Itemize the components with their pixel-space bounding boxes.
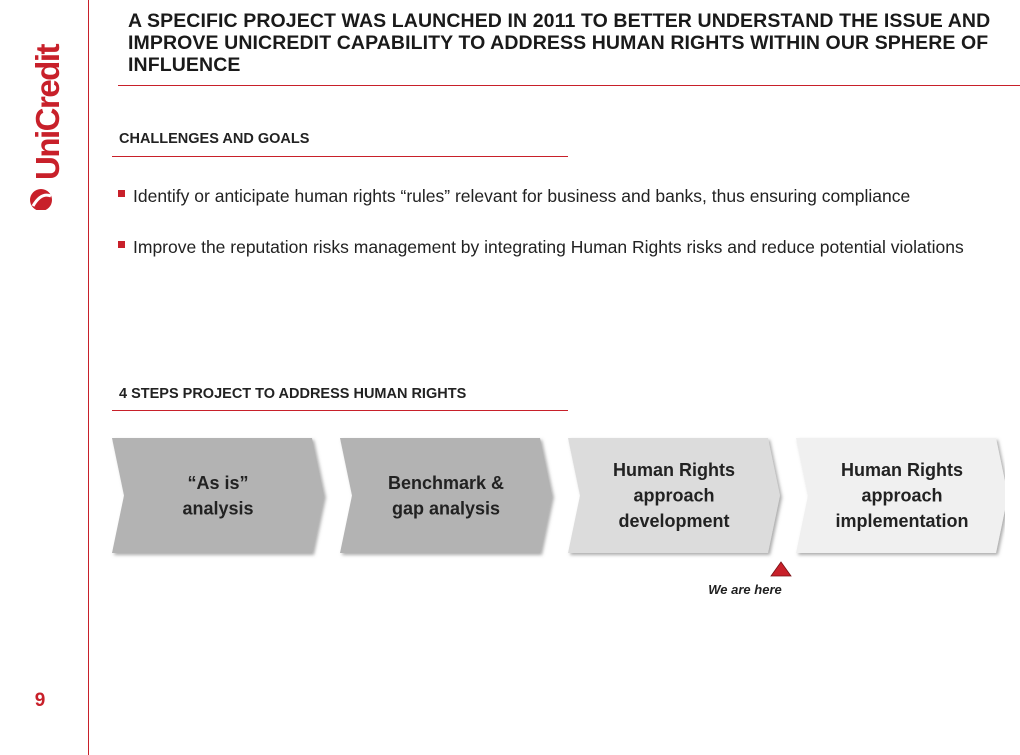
step-chevron <box>568 438 780 553</box>
list-item <box>118 234 988 260</box>
step-label: implementation <box>835 511 969 531</box>
bullet-text: Identify or anticipate human rights “rules” relevant for business and banks, thus ensuring compliance <box>133 186 911 206</box>
steps-divider <box>112 410 568 411</box>
step-label: “As is” <box>187 472 249 493</box>
step-label: gap analysis <box>391 498 501 519</box>
step-chevron <box>112 438 324 553</box>
step-chevron <box>340 438 552 553</box>
page-title: A SPECIFIC PROJECT WAS LAUNCHED IN 2011 TO BETTER UNDERSTAND THE ISSUE AND IMPROVE UNICREDIT CAPABILITY TO ADDRESS HUMAN RIGHTS WITHIN OUR SPHERE OF INFLUENCE <box>128 10 991 76</box>
title-divider <box>118 85 1020 86</box>
current-step-note: We are here <box>708 582 782 597</box>
step-label: Benchmark & <box>387 472 505 493</box>
bullet-square-icon <box>118 190 125 197</box>
sidebar-divider <box>88 0 89 755</box>
challenges-heading: CHALLENGES AND GOALS <box>119 131 310 147</box>
step-label: development <box>618 511 730 531</box>
step-chevron <box>796 438 1005 553</box>
bullet-square-icon <box>118 241 125 248</box>
challenges-list <box>118 183 988 285</box>
page-number: 9 <box>34 690 46 711</box>
challenges-divider <box>112 156 568 157</box>
steps-heading: 4 STEPS PROJECT TO ADDRESS HUMAN RIGHTS <box>119 386 467 402</box>
steps-process-flow <box>100 430 1005 565</box>
step-label: approach <box>861 485 943 506</box>
current-step-triangle-icon <box>770 561 792 577</box>
svg-text:UniCredit: UniCredit <box>29 45 66 180</box>
list-item <box>118 183 988 209</box>
step-label: Human Rights <box>840 460 964 480</box>
step-shape <box>340 438 552 553</box>
bullet-text: Improve the reputation risks management by integrating Human Rights risks and reduce potential violations <box>133 237 964 257</box>
unicredit-logo <box>26 30 72 210</box>
step-shape <box>112 438 324 553</box>
step-label: approach <box>633 485 715 506</box>
step-label: Human Rights <box>612 460 736 480</box>
step-label: analysis <box>182 498 254 519</box>
